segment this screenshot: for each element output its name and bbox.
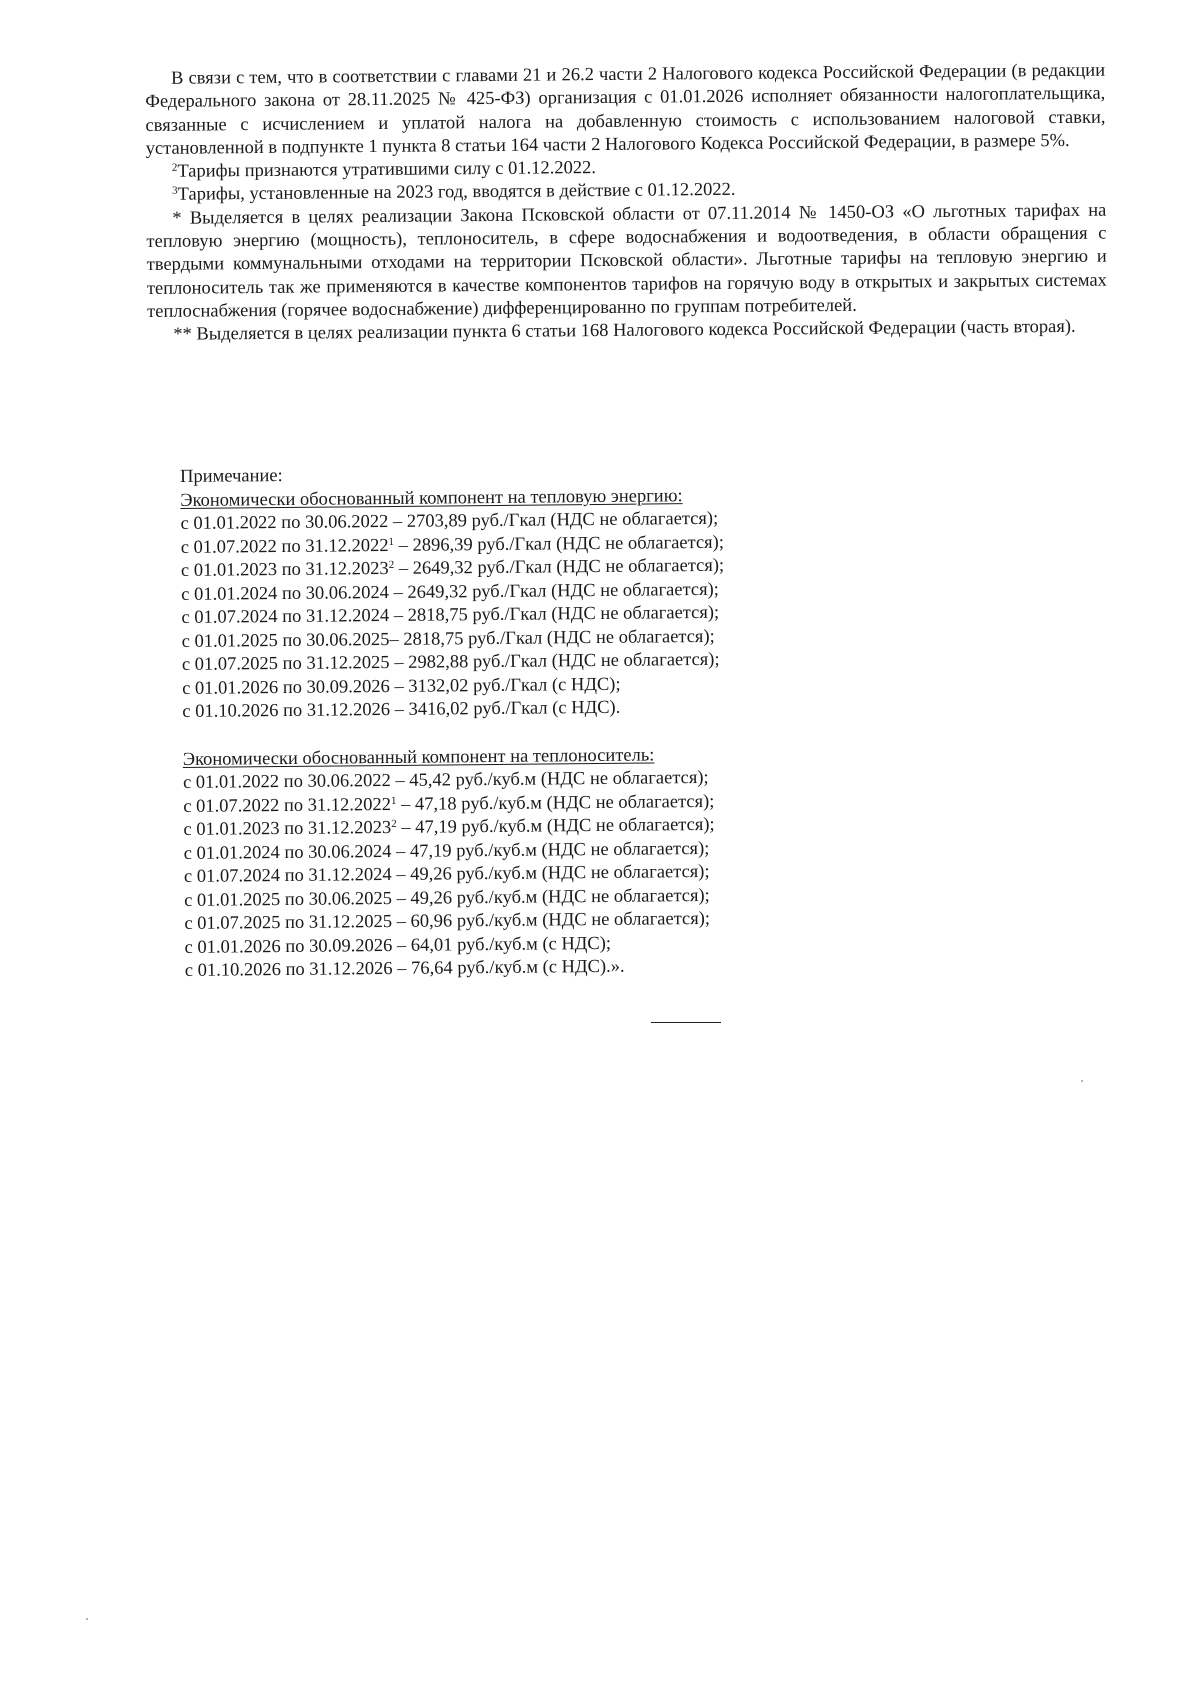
rate-period: с 01.10.2026 по 31.12.2026 [184, 958, 393, 981]
carrier-rate-list [183, 765, 885, 983]
rate-period: с 01.01.2026 по 30.09.2026 [182, 676, 390, 699]
rate-value: – 47,19 руб./куб.м (НДС не облагается); [391, 838, 710, 862]
rate-value: – 2896,39 руб./Гкал (НДС не облагается); [393, 532, 725, 556]
footnote-mark: 1 [388, 535, 395, 548]
rate-value: – 2818,75 руб./Гкал (НДС не облагается); [389, 602, 720, 626]
rate-period: с 01.07.2024 по 31.12.2024 [181, 605, 390, 628]
rate-value: – 2649,32 руб./Гкал (НДС не облагается); [394, 555, 725, 579]
rate-period: с 01.01.2024 по 30.06.2024 [183, 841, 392, 864]
rate-value: – 3132,02 руб./Гкал (с НДС); [389, 674, 621, 697]
rate-period: с 01.01.2023 по 31.12.2023 [183, 817, 392, 840]
rate-value: – 45,42 руб./куб.м (НДС не облагается); [390, 767, 709, 791]
rate-period: с 01.10.2026 по 31.12.2026 [182, 699, 391, 722]
rate-period: с 01.07.2022 по 31.12.2022 [183, 794, 392, 817]
rate-period: с 01.07.2025 по 31.12.2025 [181, 652, 390, 675]
footnote-mark: 1 [390, 794, 397, 807]
heat-heading: Экономически обоснованный компонент на тепловую энергию: [180, 485, 683, 511]
rate-period: с 01.07.2024 по 31.12.2024 [183, 864, 392, 887]
footnote-text: Тарифы признаются утратившими силу с 01.12.2022. [177, 158, 597, 182]
rate-value: – 2649,32 руб./Гкал (НДС не облагается); [388, 579, 719, 603]
rate-value: – 2982,88 руб./Гкал (НДС не облагается); [389, 649, 720, 673]
rate-period: с 01.01.2026 по 30.09.2026 [184, 935, 393, 958]
rate-period: с 01.01.2022 по 30.06.2022 [182, 770, 391, 793]
paragraph-nds: В связи с тем, что в соответствии с главами 21 и 26.2 части 2 Налогового кодекса Российской Федерации (в редакции Федерального закона от 28.11.2025 № 425-ФЗ) организация с 01.01.2026 исполняет обязанности налогоплательщика, связанные с исчислением и уплатой налога на добавленную стоимость с использованием налоговой ставки, установленной в подпункте 1 пункта 8 статьи 164 части 2 Налогового Кодекса Российской Федерации, в размере 5%. [145, 60, 1106, 159]
footnote-star: * Выделяется в целях реализации Закона Псковской области от 07.11.2014 № 1450-ОЗ «О льготных тарифах на тепловую энергию (мощность), теплоноситель, в сфере водоснабжения и водоотведения, в области обращения с твердыми коммунальными отходами на территории Псковской области». Льготные тарифы на тепловую энергию и теплоноситель так же применяются в качестве компонентов тарифов на горячую воду в открытых и закрытых системах теплоснабжения (горячее водоснабжение) дифференцированно по группам потребителей. [146, 200, 1107, 322]
carrier-heading: Экономически обоснованный компонент на теплоноситель: [182, 744, 655, 770]
rate-period: с 01.01.2025 по 30.06.2025 [181, 629, 390, 652]
body-text [145, 60, 1107, 348]
rate-period: с 01.01.2025 по 30.06.2025 [184, 888, 393, 911]
rate-value: – 2703,89 руб./Гкал (НДС не облагается); [388, 508, 719, 533]
end-divider [651, 1022, 721, 1023]
notes-section [180, 459, 885, 983]
notes-title: Примечание: [180, 466, 283, 487]
rate-period: с 01.07.2022 по 31.12.2022 [180, 535, 389, 558]
footnote-mark: 2 [171, 161, 178, 174]
rate-value: – 60,96 руб./куб.м (НДС не облагается); [392, 908, 711, 932]
rate-period: с 01.01.2024 по 30.06.2024 [181, 582, 390, 605]
footnote-mark: 2 [388, 558, 395, 572]
rate-period: с 01.01.2022 по 30.06.2022 [180, 512, 389, 534]
heat-rate-list [180, 506, 882, 724]
rate-value: – 3416,02 руб./Гкал (с НДС). [390, 697, 621, 720]
footnote-text: Тарифы, установленные на 2023 год, вводятся в действие с 01.12.2022. [177, 180, 736, 206]
rate-value: – 47,18 руб./куб.м (НДС не облагается); [396, 791, 715, 815]
rate-value: – 49,26 руб./куб.м (НДС не облагается); [391, 885, 710, 909]
rate-value: – 76,64 руб./куб.м (с НДС).». [392, 956, 625, 979]
footnote-mark: 3 [172, 185, 178, 198]
rate-period: с 01.07.2025 по 31.12.2025 [184, 911, 393, 934]
rate-value: – 64,01 руб./куб.м (с НДС); [392, 933, 612, 956]
rate-value: – 2818,75 руб./Гкал (НДС не облагается); [389, 626, 715, 650]
rate-period: с 01.01.2023 по 31.12.2023 [180, 559, 389, 581]
footnote-mark: 2 [391, 817, 397, 830]
rate-value: – 49,26 руб./куб.м (НДС не облагается); [391, 861, 710, 885]
scan-speck [86, 1618, 88, 1620]
footnote-double-star: ** Выделяется в целях реализации пункта 6 статьи 168 Налогового кодекса Российской Федерации (часть вторая). [173, 317, 1076, 346]
scan-speck [1081, 1080, 1083, 1082]
rate-value: – 47,19 руб./куб.м (НДС не облагается); [396, 814, 715, 838]
